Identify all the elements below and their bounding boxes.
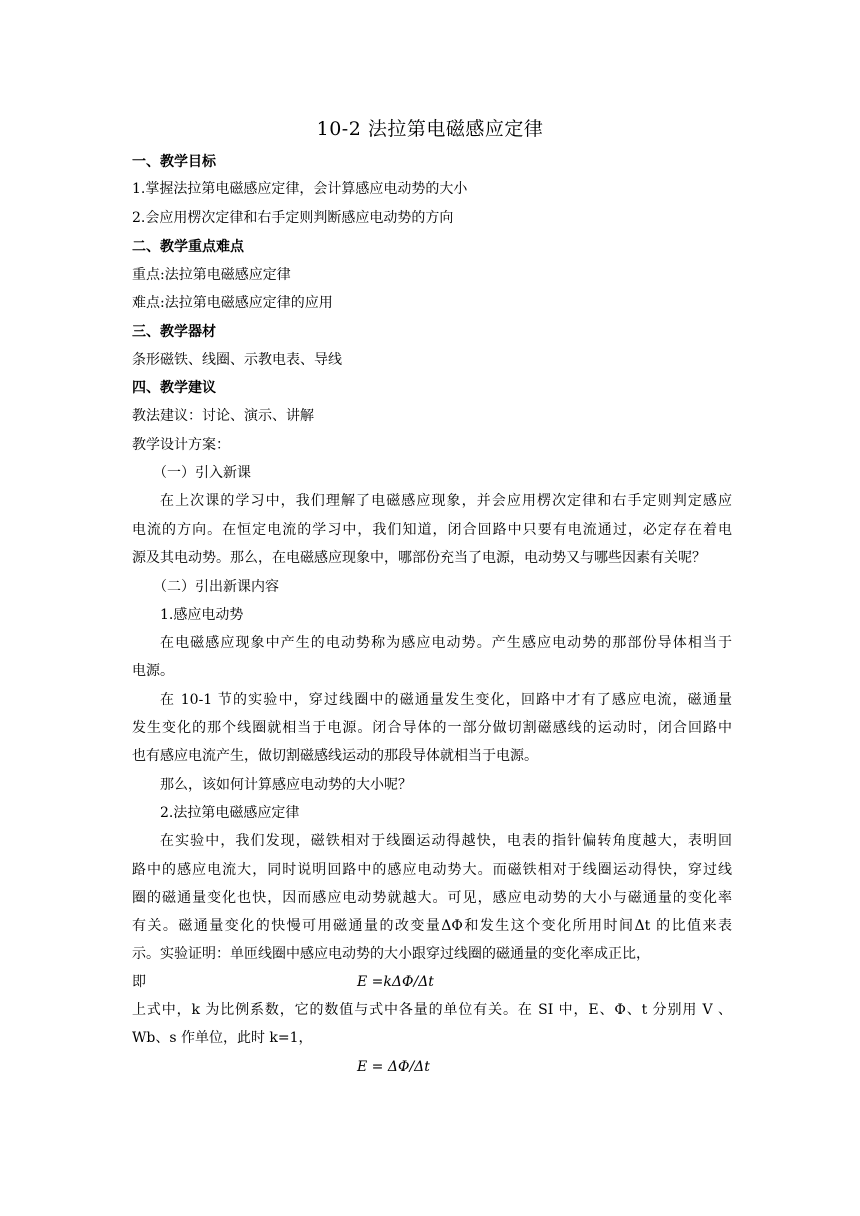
section-heading-suggestions: 四、教学建议 <box>132 380 216 396</box>
question-text: 那么，该如何计算感应电动势的大小呢？ <box>160 777 412 793</box>
key-point-text: 重点:法拉第电磁感应定律 <box>132 267 291 283</box>
paragraph-line: Wb、s 作单位，此时 k=1， <box>132 1030 313 1046</box>
difficulty-text: 难点:法拉第电磁感应定律的应用 <box>132 295 333 311</box>
paragraph-line: 在上次课的学习中，我们理解了电磁感应现象，并会应用楞次定律和右手定则判定感应 <box>160 493 732 509</box>
equipment-text: 条形磁铁、线圈、示教电表、导线 <box>132 352 342 368</box>
paragraph-line: 电源。 <box>132 663 174 679</box>
paragraph-line: 电流的方向。在恒定电流的学习中，我们知道，闭合回路中只要有电流通过，必定存在着电 <box>132 522 732 538</box>
paragraph-line: 发生变化的那个线圈就相当于电源。闭合导体的一部分做切割磁感线的运动时，闭合回路中 <box>132 720 732 736</box>
paragraph-line: 在实验中，我们发现，磁铁相对于线圈运动得越快，电表的指针偏转角度越大，表明回 <box>160 833 732 849</box>
page-title: 10-2 法拉第电磁感应定律 <box>316 118 544 140</box>
part-heading-intro: （一）引入新课 <box>153 465 251 481</box>
section-heading-objectives: 一、教学目标 <box>132 154 216 170</box>
objective-item: 1.掌握法拉第电磁感应定律，会计算感应电动势的大小 <box>132 181 468 197</box>
formula-prefix: 即 <box>132 974 146 990</box>
paragraph-line: 圈的磁通量变化也快，因而感应电动势就越大。可见，感应电动势的大小与磁通量的变化率 <box>132 890 732 906</box>
paragraph-line: 在电磁感应现象中产生的电动势称为感应电动势。产生感应电动势的那部份导体相当于 <box>160 635 732 651</box>
part-heading-content: （二）引出新课内容 <box>153 579 279 595</box>
section-heading-key-points: 二、教学重点难点 <box>132 239 244 255</box>
design-plan-label: 教学设计方案： <box>132 437 230 453</box>
subsection-heading-emf: 1.感应电动势 <box>160 607 244 623</box>
subsection-heading-faraday-law: 2.法拉第电磁感应定律 <box>160 805 300 821</box>
formula-emf: E = ΔΦ/Δt <box>357 1059 430 1075</box>
paragraph-line: 路中的感应电流大，同时说明回路中的感应电动势大。而磁铁相对于线圈运动得快，穿过线 <box>132 862 732 878</box>
method-suggestion: 教法建议：讨论、演示、讲解 <box>132 408 314 424</box>
paragraph-line: 在 10-1 节的实验中，穿过线圈中的磁通量发生变化，回路中才有了感应电流，磁通量 <box>160 692 732 708</box>
paragraph-line: 也有感应电流产生，做切割磁感线运动的那段导体就相当于电源。 <box>132 748 538 764</box>
objective-item: 2.会应用楞次定律和右手定则判断感应电动势的方向 <box>132 210 454 226</box>
paragraph-line: 源及其电动势。那么，在电磁感应现象中，哪部份充当了电源，电动势又与哪些因素有关呢？ <box>132 550 706 566</box>
formula-emf-proportional: E =kΔΦ/Δt <box>357 974 434 990</box>
paragraph-line: 上式中，k 为比例系数，它的数值与式中各量的单位有关。在 SI 中，E、Φ、t 分别用 V 、 <box>132 1002 732 1018</box>
paragraph-line: 示。实验证明：单匝线圈中感应电动势的大小跟穿过线圈的磁通量的变化率成正比， <box>132 946 650 962</box>
paragraph-line: 有关。磁通量变化的快慢可用磁通量的改变量ΔΦ和发生这个变化所用时间Δt 的比值来表 <box>132 918 732 934</box>
section-heading-equipment: 三、教学器材 <box>132 324 216 340</box>
